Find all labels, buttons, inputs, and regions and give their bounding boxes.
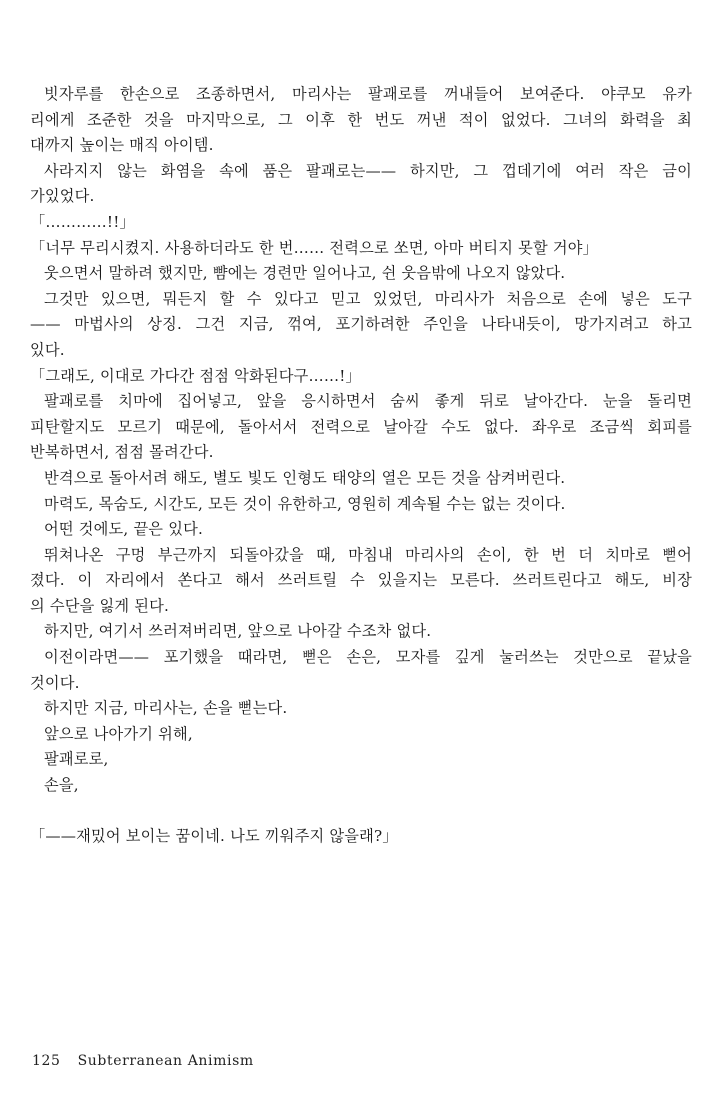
text-line: 하지만, 여기서 쓰러져버리면, 앞으로 나아갈 수조차 없다.: [44, 622, 432, 641]
text-line: 팔괘로를 치마에 집어넣고, 앞을 응시하면서 숨씨 좋게 뒤로 날아간다. 눈을 돌리면: [44, 392, 692, 411]
text-line: 리에게 조준한 것을 마지막으로, 그 이후 한 번도 꺼낸 적이 없었다. 그녀의 화력을 최: [30, 110, 692, 129]
text-line: 가있었다.: [30, 187, 95, 206]
text-line: 뛰쳐나온 구멍 부근까지 되돌아갔을 때, 마침내 마리사의 손이, 한 번 더 치마로 뻗어: [44, 545, 692, 564]
page-number: 125: [32, 1053, 61, 1069]
text-line: 마력도, 목숨도, 시간도, 모든 것이 유한하고, 영원히 계속될 수는 없는 것이다.: [44, 494, 566, 513]
text-line: 것이다.: [30, 673, 80, 692]
text-line: 대까지 높이는 매직 아이템.: [30, 136, 214, 155]
text-line: 이전이라면—— 포기했을 때라면, 뻗은 손은, 모자를 깊게 눌러쓰는 것만으로 끝났을: [44, 648, 692, 667]
text-line: 그것만 있으면, 뭐든지 할 수 있다고 믿고 있었던, 마리사가 처음으로 손에 넣은 도구: [44, 289, 692, 308]
text-line: 앞으로 나아가기 위해,: [44, 724, 193, 743]
text-line: 팔괘로로,: [44, 750, 109, 769]
text-line: 의 수단을 잃게 된다.: [30, 596, 170, 615]
text-line: 빗자루를 한손으로 조종하면서, 마리사는 팔괘로를 꺼내들어 보여준다. 야쿠모 유카: [44, 85, 692, 103]
text-line: 있다.: [30, 340, 65, 359]
text-line: 하지만 지금, 마리사는, 손을 뻗는다.: [44, 699, 288, 718]
text-line: [30, 799, 692, 825]
text-line: 반격으로 돌아서려 해도, 별도 빛도 인형도 태양의 열은 모든 것을 삼켜버린다.: [44, 468, 566, 487]
page-footer: [32, 1052, 254, 1070]
text-line: 「——재밌어 보이는 꿈이네. 나도 끼워주지 않을래?」: [30, 827, 398, 846]
text-line: 피탄할지도 모르기 때문에, 돌아서서 전력으로 날아갈 수도 없다. 좌우로 조금씩 회피를: [30, 417, 692, 436]
text-line: 「…………!!」: [30, 212, 135, 231]
body-text: [30, 82, 692, 850]
text-line: —— 마법사의 상징. 그건 지금, 꺾여, 포기하려한 주인을 나타내듯이, 망가지려고 하고: [30, 315, 692, 334]
text-line: 웃으면서 말하려 했지만, 뺨에는 경련만 일어나고, 쉰 웃음밖에 나오지 않았다.: [44, 264, 566, 283]
running-title: Subterranean Animism: [77, 1053, 254, 1069]
text-line: 「너무 무리시켰지. 사용하더라도 한 번…… 전력으로 쏘면, 아마 버티지 못할 거야」: [30, 238, 599, 257]
text-line: 어떤 것에도, 끝은 있다.: [44, 520, 203, 539]
text-line: 반복하면서, 점점 몰려간다.: [30, 443, 214, 462]
text-line: 사라지지 않는 화염을 속에 품은 팔괘로는—— 하지만, 그 껍데기에 여러 작은 금이: [44, 161, 692, 180]
text-line: 졌다. 이 자리에서 쏜다고 해서 쓰러트릴 수 있을지는 모른다. 쓰러트린다고 해도, 비장: [30, 571, 692, 590]
text-line: 「그래도, 이대로 가다간 점점 악화된다구……!」: [30, 366, 361, 385]
text-line: 손을,: [44, 776, 79, 795]
